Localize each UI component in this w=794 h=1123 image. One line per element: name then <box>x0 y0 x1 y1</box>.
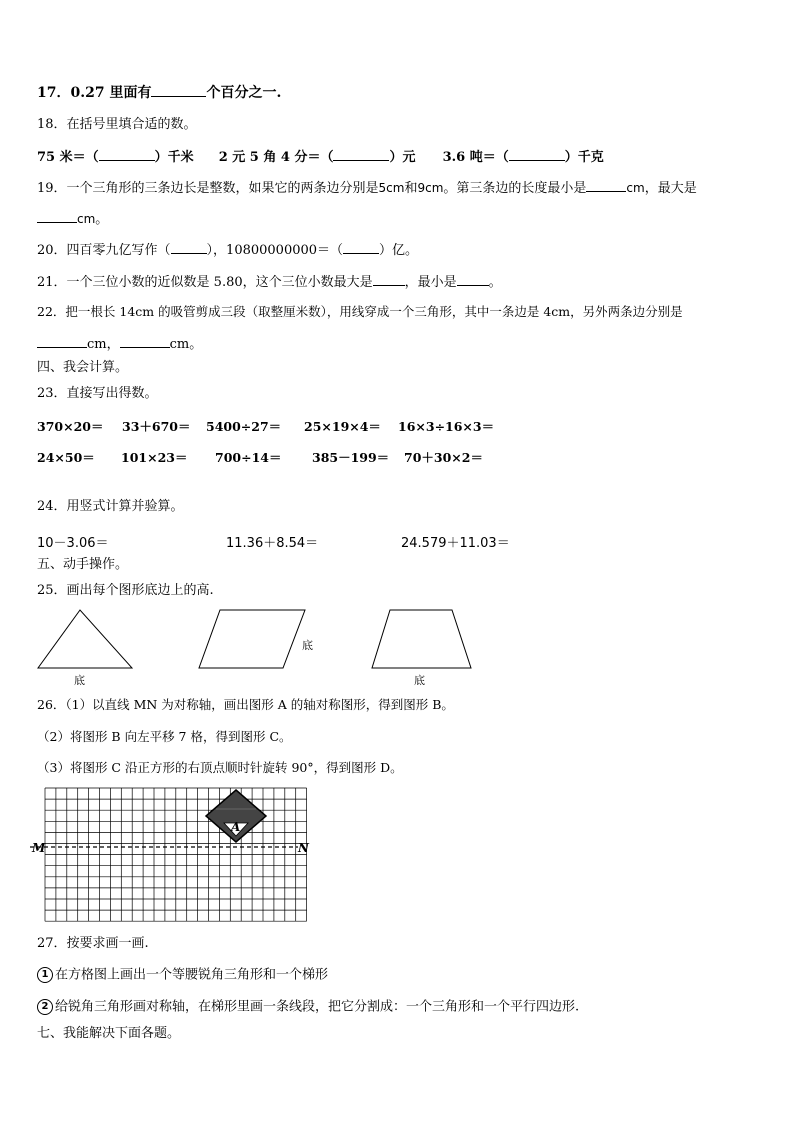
q19-blank-max[interactable] <box>37 210 77 223</box>
q22-blank-2[interactable] <box>120 335 170 348</box>
question-19-line-2 <box>37 210 108 228</box>
q21-blank-1[interactable] <box>373 273 405 286</box>
question-25-title: 25．画出每个图形底边上的高. <box>37 583 214 598</box>
q24-item-1: 10－3.06＝ <box>37 536 109 551</box>
q21-text-b: ，最小是 <box>404 275 457 290</box>
q18-blank-2[interactable] <box>333 148 389 161</box>
section-4-heading: 四、我会计算。 <box>37 360 129 375</box>
question-24-title: 24．用竖式计算并验算。 <box>37 499 184 514</box>
q21-blank-2[interactable] <box>457 273 489 286</box>
label-m: M <box>32 841 46 855</box>
question-27-title: 27．按要求画一画. <box>37 936 149 951</box>
q18-item-1-a: 75 米＝（ <box>37 150 99 165</box>
label-n: N <box>298 841 309 855</box>
q17-text-b: 个百分之一. <box>206 85 282 101</box>
q23-r2-item-1: 24×50＝ <box>37 450 95 465</box>
q25-base-label-1: 底 <box>74 674 85 687</box>
q24-item-3: 24.579＋11.03＝ <box>401 536 510 551</box>
q19-unit-2: cm <box>77 212 96 226</box>
q18-blank-1[interactable] <box>99 148 155 161</box>
q26-grid-figure <box>30 785 330 930</box>
section-7-heading: 七、我能解决下面各题。 <box>37 1026 181 1041</box>
q18-item-2-a: 2 元 5 角 4 分＝（ <box>218 150 334 165</box>
question-26-part-3: （3）将图形 C 沿正方形的右顶点顺时针旋转 90°，得到图形 D。 <box>37 760 403 775</box>
q17-text-a: 0.27 里面有 <box>70 85 152 101</box>
q25-base-label-2: 底 <box>302 639 313 652</box>
q27-text-1: 在方格图上画出一个等腰锐角三角形和一个梯形 <box>55 967 329 983</box>
circle-1-marker: 1 <box>37 967 53 983</box>
q21-text-c: 。 <box>488 275 502 290</box>
question-26-part-1: 26．（1）以直线 MN 为对称轴，画出图形 A 的轴对称图形，得到图形 B。 <box>37 697 454 712</box>
q18-item-1-b: ）千米 <box>154 150 194 165</box>
question-27-part-1 <box>37 967 328 984</box>
q25-triangle <box>38 610 132 668</box>
question-18-items <box>37 148 604 166</box>
q25-parallelogram <box>199 610 305 668</box>
q19-unit-1: cm <box>626 181 645 195</box>
q25-shapes <box>0 600 500 690</box>
question-26-part-2: （2）将图形 B 向左平移 7 格，得到图形 C。 <box>37 729 292 744</box>
q27-text-2: 给锐角三角形画对称轴，在梯形里画一条线段，把它分割成：一个三角形和一个平行四边形. <box>55 999 580 1015</box>
q18-item-3-b: ）千克 <box>564 150 604 165</box>
q23-r1-item-1: 370×20＝ <box>37 419 104 434</box>
q24-item-2: 11.36＋8.54＝ <box>226 536 319 551</box>
question-19-line-1 <box>37 179 697 197</box>
q26-grid <box>45 788 307 921</box>
q17-number: 17． <box>37 85 71 101</box>
q23-r1-item-4: 25×19×4＝ <box>304 419 381 434</box>
question-23-title: 23．直接写出得数。 <box>37 386 158 401</box>
q19-value-2: 9cm <box>417 181 444 195</box>
question-18-title: 18．在括号里填合适的数。 <box>37 117 197 132</box>
q19-and: 和 <box>404 181 418 196</box>
figure-a-label: A <box>231 820 241 834</box>
q20-text-b: ），10800000000＝（ <box>206 243 344 258</box>
section-5-heading: 五、动手操作。 <box>37 557 129 572</box>
q23-r1-item-5: 16×3÷16×3＝ <box>398 419 495 434</box>
q19-text-c: ，最大是 <box>644 181 697 196</box>
q22-text-c: cm。 <box>169 337 203 352</box>
q25-trapezoid <box>372 610 471 668</box>
q23-r2-item-2: 101×23＝ <box>121 450 188 465</box>
q22-text-b: cm， <box>87 337 120 352</box>
question-21 <box>37 273 502 291</box>
question-22-line-1: 22．把一根长 14cm 的吸管剪成三段（取整厘米数），用线穿成一个三角形，其中一条边是 4cm，另外两条边分别是 <box>37 304 683 319</box>
q20-blank-1[interactable] <box>171 241 207 254</box>
q23-r2-item-3: 700÷14＝ <box>215 450 282 465</box>
q23-r2-item-5: 70＋30×2＝ <box>404 450 483 465</box>
question-27-part-2 <box>37 999 579 1016</box>
q19-value-1: 5cm <box>378 181 405 195</box>
q21-text-a: 21．一个三位小数的近似数是 5.80，这个三位小数最大是 <box>37 275 373 290</box>
q17-blank[interactable] <box>151 84 206 97</box>
q19-text-a: 19．一个三角形的三条边长是整数，如果它的两条边分别是 <box>37 181 379 196</box>
q19-blank-min[interactable] <box>586 179 626 192</box>
question-17 <box>37 84 281 101</box>
q20-text-c: ）亿。 <box>379 243 419 258</box>
question-22-line-2 <box>37 335 202 353</box>
question-20 <box>37 241 418 259</box>
q23-r1-item-2: 33＋670＝ <box>122 419 191 434</box>
q18-item-3-a: 3.6 吨＝（ <box>442 150 509 165</box>
q20-blank-2[interactable] <box>343 241 379 254</box>
q18-item-2-b: ）元 <box>389 150 416 165</box>
q22-blank-1[interactable] <box>37 335 87 348</box>
q19-text-d: 。 <box>95 212 109 227</box>
q20-text-a: 20．四百零九亿写作（ <box>37 243 171 258</box>
q18-blank-3[interactable] <box>509 148 565 161</box>
q23-r2-item-4: 385－199＝ <box>312 450 390 465</box>
circle-2-marker: 2 <box>37 999 53 1015</box>
q23-r1-item-3: 5400÷27＝ <box>206 419 282 434</box>
q25-base-label-3: 底 <box>414 674 425 687</box>
q19-text-b: 。第三条边的长度最小是 <box>443 181 587 196</box>
